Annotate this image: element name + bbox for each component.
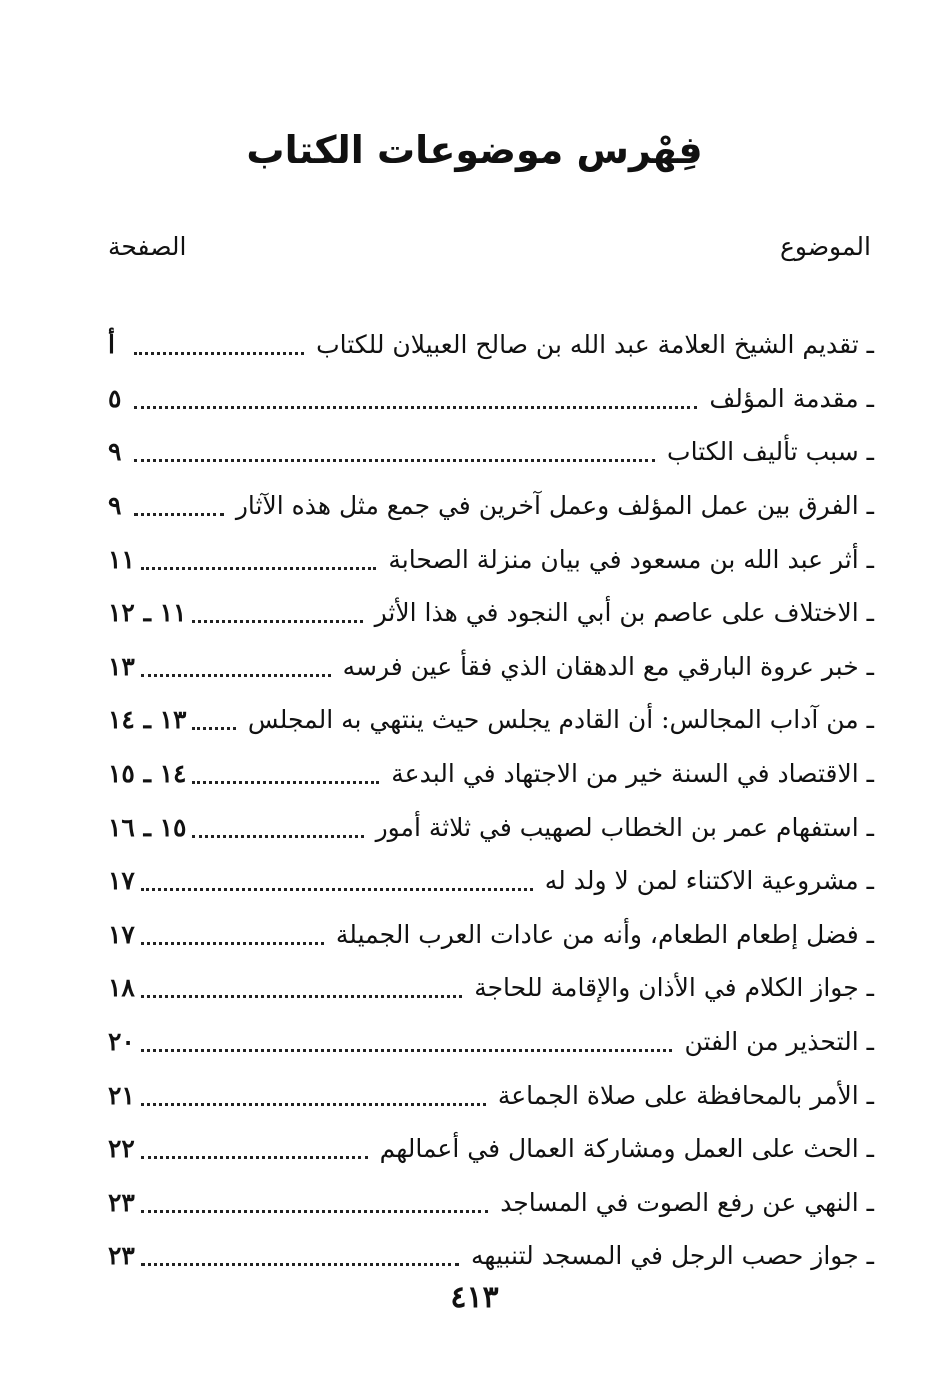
toc-dot-leader [192, 835, 363, 838]
toc-entry-page: ١٣ [108, 651, 135, 681]
toc-entry-page: ٥ [108, 383, 122, 413]
toc-dot-leader [134, 513, 224, 516]
toc-entry-title: الحث على العمل ومشاركة العمال في أعمالهم [379, 1134, 859, 1164]
toc-entry-dash: ـ [866, 1134, 874, 1164]
toc-entry-dash: ـ [866, 705, 874, 735]
toc-entry-title: الأمر بالمحافظة على صلاة الجماعة [497, 1080, 859, 1110]
toc-entry-title: التحذير من الفتن [684, 1027, 859, 1057]
toc-dot-leader [134, 352, 304, 355]
toc-entry [108, 425, 874, 479]
toc-dot-leader [141, 1263, 459, 1266]
toc-entry-page: ٢٠ [108, 1027, 135, 1057]
toc-entry-page: ٢٣ [108, 1241, 135, 1271]
toc-entry-page: ١٨ [108, 973, 135, 1003]
toc-entry-page: ٢٣ [108, 1187, 135, 1217]
toc-entry-dash: ـ [866, 1241, 874, 1271]
toc-entry-page: أ [108, 330, 115, 360]
toc-entry-title: فضل إطعام الطعام، وأنه من عادات العرب الجميلة [335, 919, 859, 949]
toc-entry-dash: ـ [866, 491, 874, 521]
toc-entry-title: الفرق بين عمل المؤلف وعمل آخرين في جمع مثل هذه الآثار [235, 491, 859, 521]
toc-entry-title: خبر عروة البارقي مع الدهقان الذي فقأ عين فرسه [342, 651, 859, 681]
toc-entry [108, 586, 874, 640]
toc-entry-title: سبب تأليف الكتاب [667, 437, 859, 467]
toc-entry [108, 961, 874, 1015]
toc-entry-page: ٩ [108, 437, 122, 467]
toc-entry [108, 747, 874, 801]
toc-entry [108, 800, 874, 854]
toc-entry [108, 1229, 874, 1283]
toc-entry-dash: ـ [866, 1027, 874, 1057]
toc-entry-dash: ـ [866, 330, 874, 360]
toc-entry-page: ١٤ ـ ١٥ [108, 759, 187, 789]
toc-entry-page: ٢١ [108, 1080, 135, 1110]
toc-dot-leader [141, 888, 533, 891]
toc-entry-title: جواز حصب الرجل في المسجد لتنبيهه [471, 1241, 859, 1271]
toc-dot-leader [134, 406, 697, 409]
page-column-label: الصفحة [108, 232, 187, 261]
toc-dot-leader [141, 995, 462, 998]
toc-entry-page: ١٧ [108, 866, 135, 896]
toc-entry-title: مقدمة المؤلف [709, 383, 859, 413]
toc-entry-dash: ـ [866, 651, 874, 681]
toc-entry-dash: ـ [866, 544, 874, 574]
toc-entry-page: ١١ ـ ١٢ [108, 598, 187, 628]
toc-dot-leader [141, 1156, 368, 1159]
toc-dot-leader [141, 1049, 673, 1052]
toc-entry-dash: ـ [866, 866, 874, 896]
toc-entry-title: الاختلاف على عاصم بن أبي النجود في هذا الأثر [374, 598, 859, 628]
toc-entry-dash: ـ [866, 1080, 874, 1110]
toc-entry-dash: ـ [866, 598, 874, 628]
toc-entry [108, 1068, 874, 1122]
toc-dot-leader [192, 727, 235, 730]
toc-entry-page: ٢٢ [108, 1134, 135, 1164]
table-of-contents [108, 318, 874, 1283]
toc-entry-dash: ـ [866, 437, 874, 467]
toc-entry [108, 318, 874, 372]
toc-entry [108, 372, 874, 426]
table-header [108, 232, 871, 272]
toc-entry-page: ١١ [108, 544, 135, 574]
toc-entry-page: ٩ [108, 491, 122, 521]
toc-entry-dash: ـ [866, 1187, 874, 1217]
toc-entry-dash: ـ [866, 919, 874, 949]
toc-entry-title: من آداب المجالس: أن القادم يجلس حيث ينتهي به المجلس [247, 705, 859, 735]
toc-entry-title: أثر عبد الله بن مسعود في بيان منزلة الصحابة [388, 544, 859, 574]
toc-entry-title: النهي عن رفع الصوت في المساجد [500, 1187, 859, 1217]
toc-entry-title: استفهام عمر بن الخطاب لصهيب في ثلاثة أمور [375, 812, 859, 842]
toc-dot-leader [141, 567, 377, 570]
toc-dot-leader [192, 620, 362, 623]
toc-entry-title: مشروعية الاكتناء لمن لا ولد له [544, 866, 859, 896]
toc-entry-page: ١٧ [108, 919, 135, 949]
toc-dot-leader [141, 1103, 486, 1106]
toc-dot-leader [141, 674, 331, 677]
page-title: فِهْرس موضوعات الكتاب [246, 128, 703, 172]
toc-entry [108, 854, 874, 908]
toc-dot-leader [141, 942, 324, 945]
toc-entry [108, 532, 874, 586]
toc-entry-page: ١٣ ـ ١٤ [108, 705, 187, 735]
toc-entry-dash: ـ [866, 812, 874, 842]
toc-entry [108, 1176, 874, 1230]
toc-entry-title: جواز الكلام في الأذان والإقامة للحاجة [474, 973, 859, 1003]
toc-entry [108, 693, 874, 747]
toc-entry-page: ١٥ ـ ١٦ [108, 812, 187, 842]
toc-dot-leader [141, 1210, 488, 1213]
toc-entry-title: الاقتصاد في السنة خير من الاجتهاد في البدعة [391, 759, 859, 789]
toc-entry [108, 1015, 874, 1069]
toc-dot-leader [192, 781, 379, 784]
toc-entry [108, 908, 874, 962]
topic-column-label: الموضوع [780, 232, 871, 261]
toc-entry [108, 640, 874, 694]
toc-entry-dash: ـ [866, 759, 874, 789]
toc-entry-dash: ـ [866, 973, 874, 1003]
toc-entry-dash: ـ [866, 383, 874, 413]
toc-entry [108, 1122, 874, 1176]
toc-entry [108, 479, 874, 533]
toc-dot-leader [134, 459, 655, 462]
toc-entry-title: تقديم الشيخ العلامة عبد الله بن صالح العبيلان للكتاب [316, 330, 859, 360]
page-number: ٤١٣ [450, 1280, 499, 1315]
